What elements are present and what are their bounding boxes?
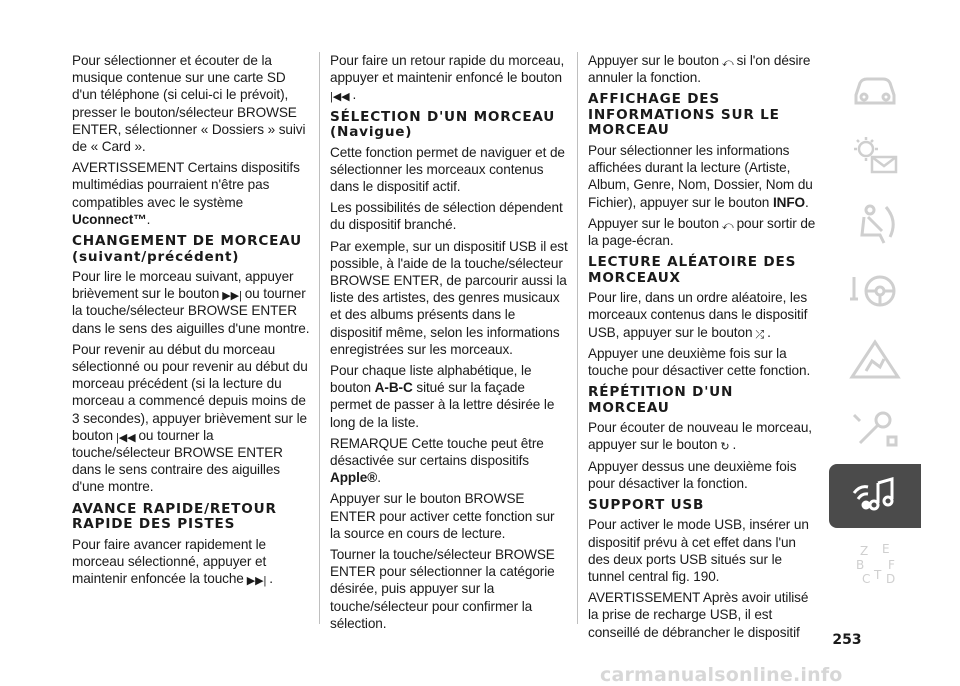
next-track-icon: ▶▶| (246, 575, 267, 588)
paragraph: Pour faire un retour rapide du morceau, appuyer et maintenir enfoncé le bouton |◀◀ . (330, 53, 565, 104)
repeat-icon: ↻ (720, 441, 730, 454)
section-heading: RÉPÉTITION D'UN MORCEAU (588, 384, 734, 416)
paragraph: Pour revenir au début du morceau sélectionné ou pour revenir au début du morceau précédent (si la lecture du morceau a commencé depuis moins de 3 secondes), appuyer brièvement sur le bouton |◀◀ ou tourner la touche/sélecteur BROWSE ENTER dans le sens contraire des aiguilles d'une montre. (72, 341, 308, 495)
tab-starting-driving[interactable] (829, 260, 921, 324)
paragraph: Pour lire, dans un ordre aléatoire, les morceaux contenus dans le dispositif USB, appuyer sur le bouton ⤮ . (588, 290, 808, 341)
previous-track-icon: |◀◀ (115, 431, 136, 444)
shuffle-icon: ⤮ (755, 328, 765, 341)
index-letter: B (856, 558, 865, 572)
tab-safety[interactable] (829, 192, 921, 256)
paragraph: Par exemple, sur un dispositif USB il est possible, à l'aide de la touche/sélecteur BROWSE ENTER, de parcourir aussi la liste des artistes, des genres musicaux et des albums présents dans le dispositif même, selon les informations enregistrées sur les morceaux. (330, 238, 568, 357)
paragraph: Cette fonction permet de naviguer et de sélectionner les morceaux contenus dans le dispositif actif. (330, 144, 565, 195)
paragraph: Pour activer le mode USB, insérer un dispositif prévu à cet effet dans l'un des deux ports USB situés sur le tunnel central fig. 190. (588, 517, 809, 585)
paragraph: Pour écouter de nouveau le morceau, appuyer sur le bouton ↻ . (588, 420, 812, 454)
tab-dashboard[interactable] (829, 56, 921, 120)
info-button-label: INFO (772, 194, 806, 210)
paragraph: Appuyer sur le bouton ⤺ pour sortir de la page-écran. (588, 215, 816, 248)
paragraph: Pour lire le morceau suivant, appuyer brièvement sur le bouton ▶▶| ou tourner la touche/sélecteur BROWSE ENTER dans le sens des aiguilles d'une montre. (72, 269, 310, 336)
multimedia-icon (846, 473, 904, 519)
paragraph: Pour sélectionner les informations affichées durant la lecture (Artiste, Album, Genre, Nom, Dossier, Nom du Fichier), appuyer sur le bouton INFO. (588, 142, 813, 210)
road-emergency-icon (846, 337, 904, 383)
paragraph: Appuyer sur le bouton ⤺ si l'on désire annuler la fonction. (588, 53, 811, 86)
tab-warning-lights[interactable] (829, 124, 921, 188)
paragraph: REMARQUE Cette touche peut être désactivée sur certains dispositifs Apple®. (330, 435, 544, 486)
seat-safety-icon (846, 201, 904, 247)
section-heading: LECTURE ALÉATOIRE DES MORCEAUX (588, 254, 797, 286)
paragraph: AVERTISSEMENT Certains dispositifs multimédias pourraient n'être pas compatibles avec le système Uconnect™. (72, 160, 300, 227)
paragraph: Pour chaque liste alphabétique, le bouton A-B-C situé sur la façade permet de passer à la lettre désirée le long de la liste. (330, 363, 555, 430)
index-icon (846, 541, 904, 587)
paragraph: Appuyer dessus une deuxième fois pour désactiver la fonction. (588, 458, 797, 491)
next-track-icon: ▶▶| (222, 290, 242, 303)
brand-name: Uconnect™ (72, 211, 147, 227)
back-icon: ⤺ (721, 219, 734, 232)
section-heading: SUPPORT USB (588, 496, 705, 513)
brand-name: Apple® (330, 470, 378, 486)
index-letter: D (886, 572, 896, 586)
page-number: 253 (832, 632, 862, 648)
column-1 (72, 52, 312, 591)
paragraph: Appuyer une deuxième fois sur la touche pour désactiver cette fonction. (588, 345, 811, 378)
car-dashboard-icon (846, 65, 904, 111)
section-heading: SÉLECTION D'UN MORCEAU (Navigue) (330, 108, 556, 141)
previous-track-icon: |◀◀ (330, 91, 350, 104)
index-letter: Z (860, 544, 869, 558)
section-heading: AVANCE RAPIDE/RETOUR RAPIDE DES PISTES (72, 500, 277, 533)
index-letter: T (874, 568, 882, 582)
column-divider (577, 52, 578, 624)
back-icon: ⤺ (721, 57, 734, 69)
steering-key-icon (846, 269, 904, 315)
abc-button-label: A-B-C (374, 380, 413, 396)
paragraph: Pour faire avancer rapidement le morceau sélectionné, appuyer et maintenir enfoncée la touche ▶▶| . (72, 536, 273, 588)
column-divider (319, 52, 320, 624)
column-3 (588, 52, 820, 645)
paragraph: Pour sélectionner et écouter de la musique contenue sur une carte SD d'un téléphone (si celui-ci le prévoit), presser le bouton/sélecteur BROWSE ENTER, sélectionner « Dossiers » suivi de « Card ». (72, 53, 306, 155)
warning-lights-icon (846, 133, 904, 179)
section-heading: CHANGEMENT DE MORCEAU (suivant/précédent) (72, 233, 302, 265)
index-letter: F (888, 558, 895, 572)
index-letter: C (862, 572, 871, 586)
tab-maintenance[interactable] (829, 396, 921, 460)
tab-multimedia[interactable] (829, 464, 921, 528)
chapter-sidebar (829, 56, 921, 600)
wrench-maintenance-icon (846, 405, 904, 451)
tab-emergency[interactable] (829, 328, 921, 392)
paragraph: AVERTISSEMENT Après avoir utilisé la prise de recharge USB, il est conseillé de débrancher le dispositif (588, 590, 809, 640)
index-letter: E (882, 542, 890, 556)
paragraph: Les possibilités de sélection dépendent du dispositif branché. (330, 200, 563, 233)
paragraph: Tourner la touche/sélecteur BROWSE ENTER pour sélectionner la catégorie désirée, puis appuyer sur la touche/sélecteur pour confirmer la sélection. (330, 547, 555, 631)
footer-watermark: carmanualsonline.info (600, 664, 843, 686)
tab-index[interactable] (829, 532, 921, 596)
section-heading: AFFICHAGE DES INFORMATIONS SUR LE MORCEAU (588, 91, 780, 139)
column-2 (330, 52, 568, 636)
paragraph: Appuyer sur le bouton BROWSE ENTER pour activer cette fonction sur la source en cours de lecture. (330, 491, 555, 541)
